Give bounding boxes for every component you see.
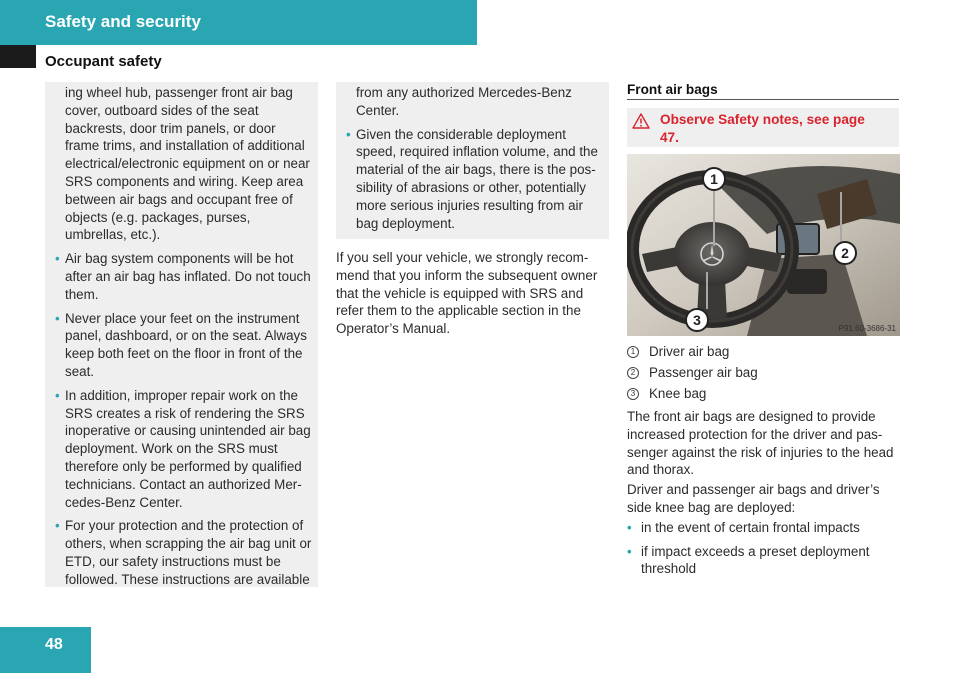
- front-air-bags-body: [627, 408, 901, 578]
- section-marker: [0, 45, 36, 68]
- legend-label: Passenger air bag: [649, 364, 758, 380]
- list-item: • In addition, improper repair work on the SRS creates a risk of rendering the SRS inoperative or causing unintended air bag deployment. Work on the SRS must therefore only be performed by qualified technicians. Contact an authorized Mer-cedes-Benz Center.: [55, 387, 313, 512]
- callout-3: [686, 309, 708, 331]
- col2-intro: from any authorized Mercedes-Benz Center.: [356, 85, 572, 118]
- svg-text:2: 2: [841, 245, 849, 261]
- legend-item: [627, 341, 902, 362]
- warning-column-2: [336, 82, 609, 239]
- page-number: 48: [45, 636, 63, 653]
- sell-vehicle-paragraph: If you sell your vehicle, we strongly recom-mend that you inform the subsequent owner that the vehicle is equipped with SRS and refer them to the applicable section in the Operator’s Manual.: [336, 250, 598, 337]
- col1-bullet-list: [55, 250, 313, 588]
- list-item: • if impact exceeds a preset deployment threshold: [627, 543, 901, 579]
- header-band: [0, 0, 477, 45]
- warning-column-1: [45, 82, 318, 587]
- legend-item: [627, 362, 902, 383]
- list-item: • in the event of certain frontal impacts: [627, 519, 901, 537]
- front-air-bags-para-1: The front air bags are designed to provide increased protection for the driver and pas-senger against the risk of injuries to the head and thorax.: [627, 409, 894, 478]
- legend-item: [627, 383, 902, 404]
- list-item: • Given the considerable deployment speed, required inflation volume, and the material of the air bags, there is the pos-sibility of abrasions or other, potentially more serious injuries resulting from air bag deployment.: [346, 126, 604, 233]
- safety-warning-text: Observe Safety notes, see page 47.: [660, 112, 865, 145]
- deploy-bullet-list: [627, 519, 901, 578]
- front-air-bags-heading: Front air bags: [627, 82, 899, 100]
- photo-legend: [627, 341, 902, 404]
- svg-text:1: 1: [710, 171, 718, 187]
- svg-text:3: 3: [693, 312, 701, 328]
- col1-intro: ing wheel hub, passenger front air bag cover, outboard sides of the seat backrests, door trim panels, or door frame trims, and installation of additional electrical/electronic equipment on or near SRS components and wiring. Keep area between air bags and occupant free of objects (e.g. packages, purses, umbrellas, etc.).: [65, 85, 310, 243]
- safety-warning-box: [627, 108, 899, 147]
- legend-number: 2: [627, 367, 639, 379]
- legend-number: 1: [627, 346, 639, 358]
- callout-1: [703, 168, 725, 190]
- legend-label: Knee bag: [649, 385, 707, 401]
- page-number-box: [0, 627, 91, 673]
- list-item: • Air bag system components will be hot after an air bag has inflated. Do not touch them.: [55, 250, 313, 303]
- warning-triangle-icon: [632, 113, 650, 129]
- legend-label: Driver air bag: [649, 343, 730, 359]
- photo-code: P91.60-3686-31: [838, 324, 896, 333]
- front-air-bags-para-2: Driver and passenger air bags and driver’s side knee bag are deployed:: [627, 482, 880, 515]
- dashboard-photo: [627, 154, 900, 336]
- list-item: • For your protection and the protection of others, when scrapping the air bag unit or ETD, our safety instructions must be followed. These instructions are available: [55, 517, 313, 588]
- legend-number: 3: [627, 388, 639, 400]
- chapter-title: Safety and security: [45, 12, 201, 31]
- list-item: • Never place your feet on the instrument panel, dashboard, or on the seat. Always keep both feet on the floor in front of the seat.: [55, 310, 313, 381]
- callout-2: [834, 242, 856, 264]
- col2-bullet-list: [346, 126, 604, 233]
- section-title: Occupant safety: [45, 53, 162, 70]
